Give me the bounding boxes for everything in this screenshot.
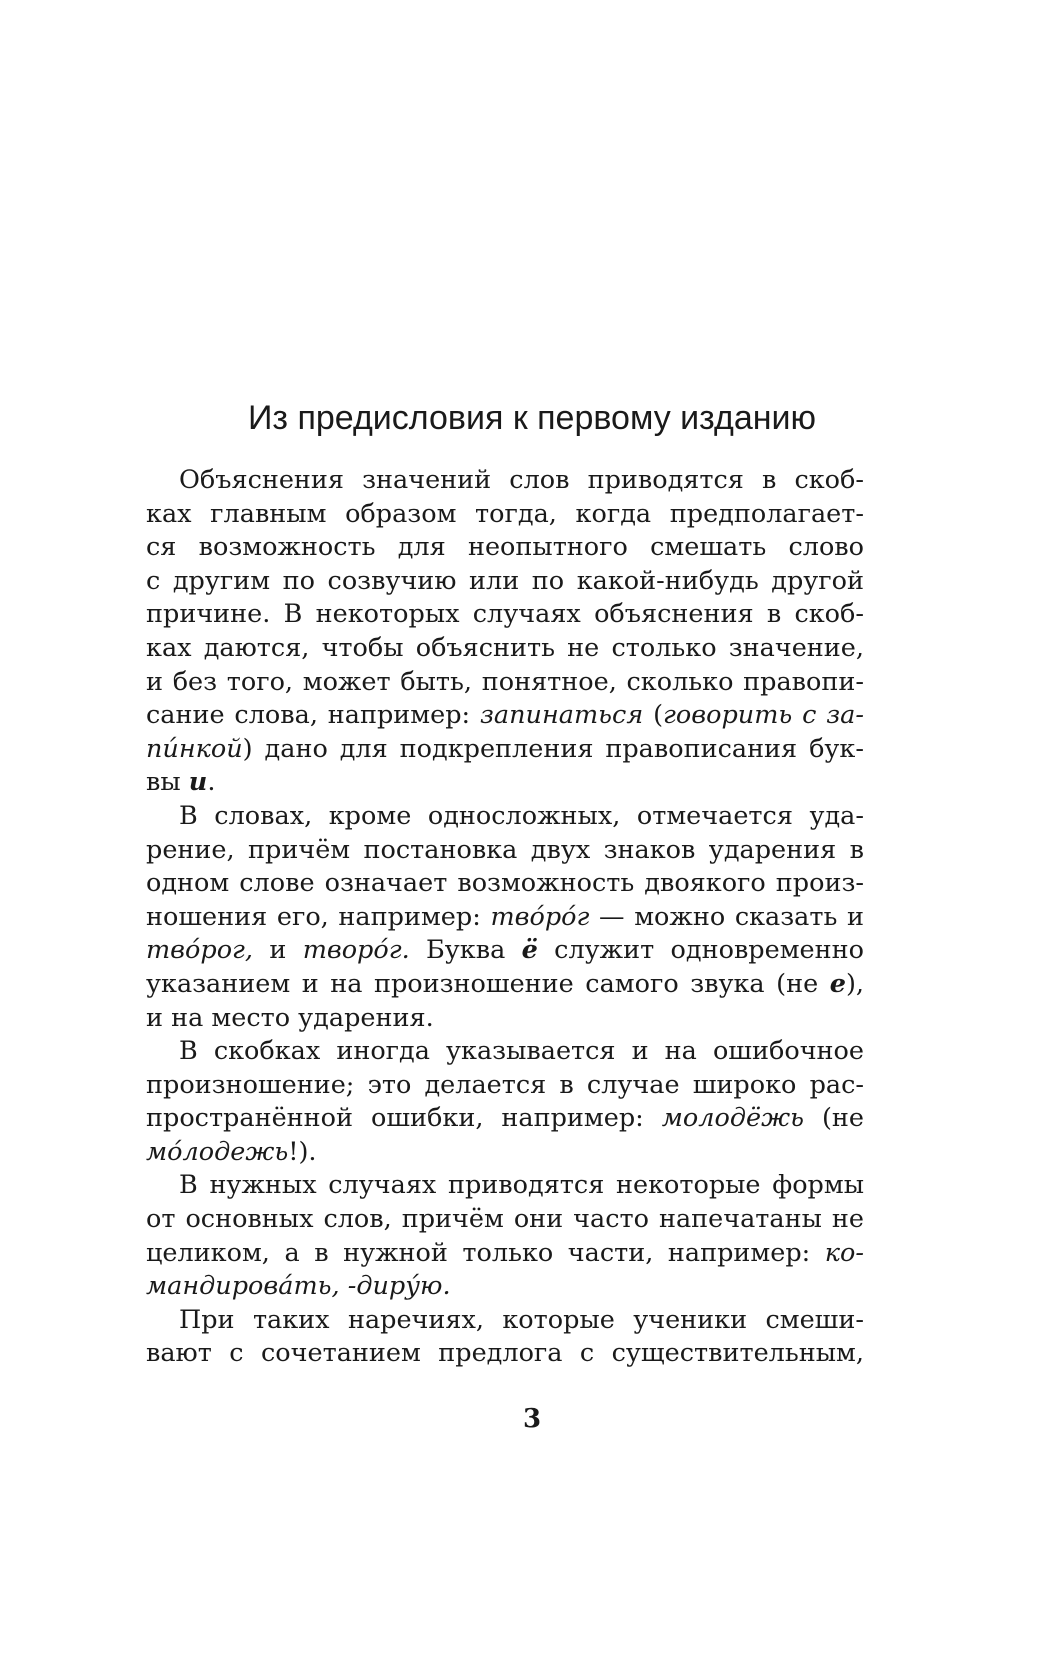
text-run: — можно сказать и [589, 901, 864, 932]
text-line [146, 733, 864, 767]
text-run: Объяснения значений слов приводятся в скоб- [179, 465, 864, 495]
text-run: целиком, а в нужной только части, например: [146, 1237, 825, 1268]
text-run: пространённой ошибки, например: [146, 1103, 662, 1134]
text-run: сание слова, например: [146, 700, 481, 731]
text-line [146, 901, 864, 935]
paragraph [146, 464, 864, 800]
text-line [146, 1002, 864, 1036]
text-run: В нужных случаях приводятся некоторые формы [179, 1170, 864, 1201]
text-line [146, 1136, 864, 1170]
text-run: В словах, кроме односложных, отмечается уда- [179, 800, 864, 831]
text-run: и на место ударения. [146, 1002, 434, 1033]
text-run: и без того, может быть, понятное, сколько правопи- [146, 666, 864, 697]
text-line [146, 1270, 864, 1304]
text-run: от основных слов, причём они часто напечатаны не [146, 1204, 864, 1235]
text-run: произношение; это делается в случае широко рас- [146, 1069, 864, 1100]
text-line [146, 968, 864, 1002]
text-line [146, 699, 864, 733]
text-run: При таких наречиях, которые ученики смеши- [179, 1304, 864, 1335]
page-number: 3 [522, 1404, 542, 1434]
emphasis-text: тво́рог, [146, 935, 254, 966]
text-run: . [207, 767, 216, 798]
emphasis-text: молодёжь [661, 1103, 804, 1134]
page-title: Из предисловия к первому изданию [247, 399, 817, 437]
emphasis-text: говорить с за- [663, 700, 864, 731]
text-run: ( [643, 700, 664, 731]
text-run: ках главным образом тогда, когда предполагает- [146, 498, 864, 529]
text-line [146, 934, 864, 968]
text-line [146, 1203, 864, 1237]
text-run: и [253, 935, 303, 966]
text-run: ся возможность для неопытного смешать слово [146, 532, 864, 563]
text-line [146, 1337, 864, 1371]
emphasis-text: тво́ро́г [490, 901, 590, 932]
text-line [146, 632, 864, 666]
emphasis-text: ко- [824, 1237, 864, 1268]
text-run: (не [803, 1103, 864, 1134]
text-run: одном слове означает возможность двоякого произ- [146, 868, 864, 899]
text-line [146, 1237, 864, 1271]
text-line [146, 1102, 864, 1136]
text-run: Буква [409, 935, 522, 966]
paragraph [146, 1035, 864, 1169]
text-line [146, 464, 864, 498]
text-run: вают с сочетанием предлога с существительным, [146, 1338, 864, 1369]
body-text [146, 464, 864, 1371]
emphasis-text: мо́лодежь [146, 1136, 289, 1167]
emphasis-text: мандирова́ть, -диру́ю. [146, 1271, 451, 1302]
paragraph [146, 800, 864, 1035]
text-run: ках даются, чтобы объяснить не столько значение, [146, 632, 864, 663]
text-run: указанием и на произношение самого звука (не [146, 968, 830, 999]
emphasis-text: запинаться [480, 700, 644, 731]
text-run: ), [845, 968, 864, 999]
emphasis-text: творо́г. [302, 935, 410, 966]
text-line [146, 867, 864, 901]
text-run: причине. В некоторых случаях объяснения в скоб- [146, 599, 864, 630]
text-line [146, 565, 864, 599]
text-run: В скобках иногда указывается и на ошибочное [179, 1036, 864, 1067]
text-line [146, 1069, 864, 1103]
emphasis-text: и [188, 767, 208, 798]
text-line [146, 1304, 864, 1338]
text-run: вы [146, 767, 189, 798]
text-run: рение, причём постановка двух знаков ударения в [146, 834, 864, 865]
text-line [146, 800, 864, 834]
paragraph [146, 1169, 864, 1303]
emphasis-text: пи́нкой [146, 733, 243, 764]
text-run: с другим по созвучию или по какой-нибудь другой [146, 565, 864, 596]
text-line [146, 666, 864, 700]
paragraph [146, 1304, 864, 1371]
text-run: ношения его, например: [146, 901, 491, 932]
text-line [146, 766, 864, 800]
text-line [146, 498, 864, 532]
text-line [146, 1169, 864, 1203]
text-line [146, 531, 864, 565]
text-run: служит одновременно [537, 935, 864, 966]
text-line [146, 834, 864, 868]
emphasis-text: е [829, 968, 846, 999]
text-line [146, 598, 864, 632]
text-run: !). [288, 1136, 317, 1167]
emphasis-text: ё [521, 935, 538, 966]
text-run: ) дано для подкрепления правописания бук- [242, 733, 864, 764]
text-line [146, 1035, 864, 1069]
